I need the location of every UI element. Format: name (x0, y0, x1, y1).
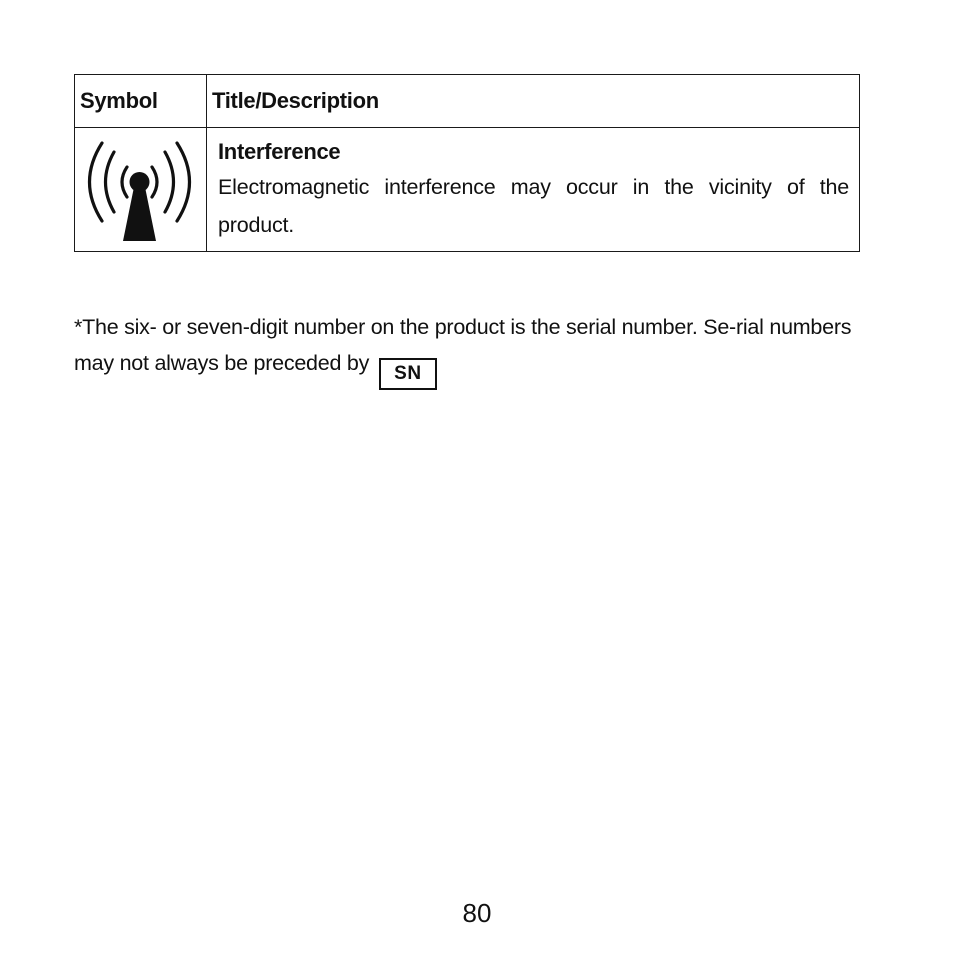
symbol-table (74, 74, 860, 252)
non-ionizing-radiation-icon (83, 140, 197, 244)
table-row (75, 128, 860, 252)
page-number: 80 (462, 898, 492, 928)
footnote-text: *The six- or seven-digit number on the product is the serial number. Se-rial numbers may not always be preceded by (74, 315, 852, 375)
serial-number-footnote (74, 309, 859, 390)
symbol-title: Interference (218, 139, 341, 164)
header-title-description: Title/Description (207, 75, 860, 128)
header-symbol: Symbol (75, 75, 207, 128)
table-header-row (75, 75, 860, 128)
serial-number-badge: SN (379, 358, 437, 390)
symbol-description: Electromagnetic interference may occur in the vicinity of the product. (218, 175, 849, 237)
symbol-cell (75, 128, 207, 252)
description-cell (207, 128, 860, 252)
